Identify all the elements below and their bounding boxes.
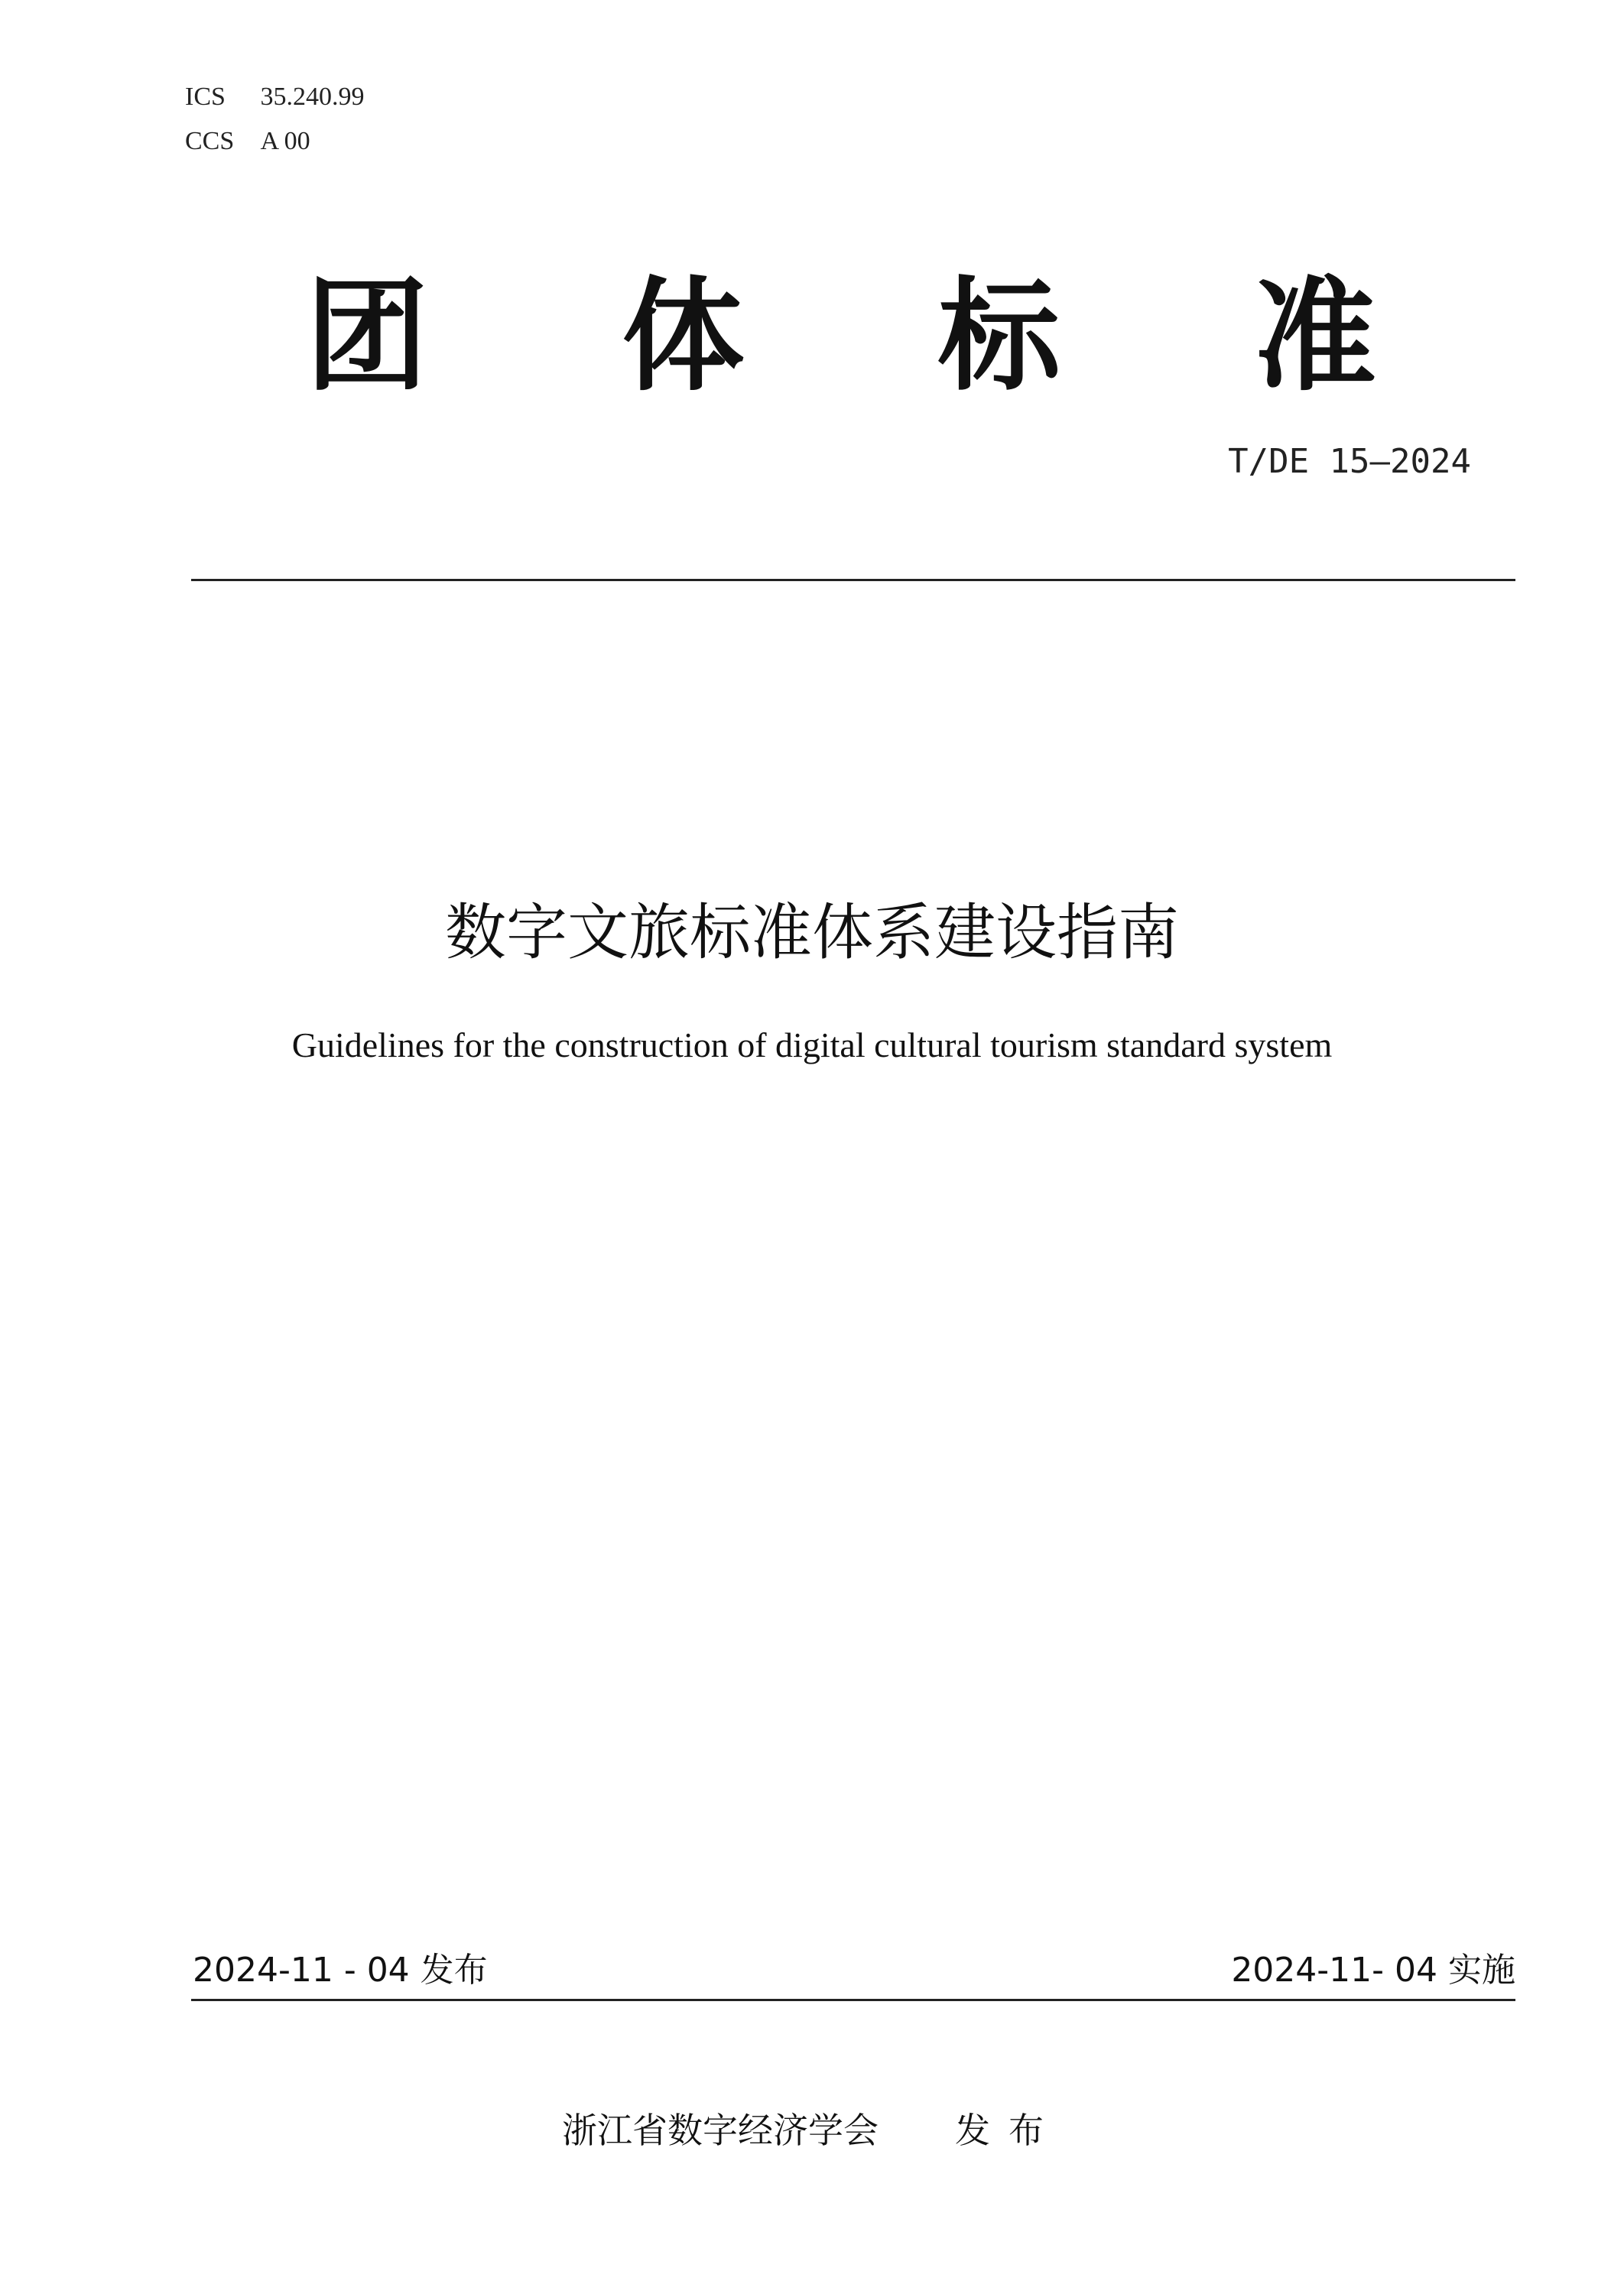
heading-char-1: 团 xyxy=(306,265,429,408)
heading-char-3: 标 xyxy=(937,265,1060,408)
ics-value: 35.240.99 xyxy=(260,83,365,111)
heading-char-2: 体 xyxy=(622,265,745,408)
english-title: Guidelines for the construction of digital cultural tourism standard system xyxy=(291,1025,1333,1064)
heading-char-4: 准 xyxy=(1253,265,1376,408)
publisher-line xyxy=(0,2103,1624,2153)
ccs-label: CCS xyxy=(185,127,235,155)
publisher-org: 浙江省数字经济学会 xyxy=(562,2110,879,2151)
publisher-action: 发布 xyxy=(955,2110,1062,2151)
publish-date: 2024-11 - 04 发布 xyxy=(193,1951,488,1990)
group-standard-heading xyxy=(306,265,1376,408)
implement-date: 2024-11- 04 实施 xyxy=(1231,1951,1515,1990)
ics-code-row xyxy=(185,75,365,119)
ccs-value: A 00 xyxy=(260,127,310,155)
bottom-divider xyxy=(191,1999,1515,2001)
top-divider xyxy=(191,579,1515,581)
standard-number: T/DE 15—2024 xyxy=(1228,442,1471,481)
chinese-title: 数字文旅标准体系建设指南 xyxy=(445,897,1179,968)
classification-codes xyxy=(185,75,365,164)
ccs-code-row xyxy=(185,119,365,164)
ics-label: ICS xyxy=(185,83,226,111)
